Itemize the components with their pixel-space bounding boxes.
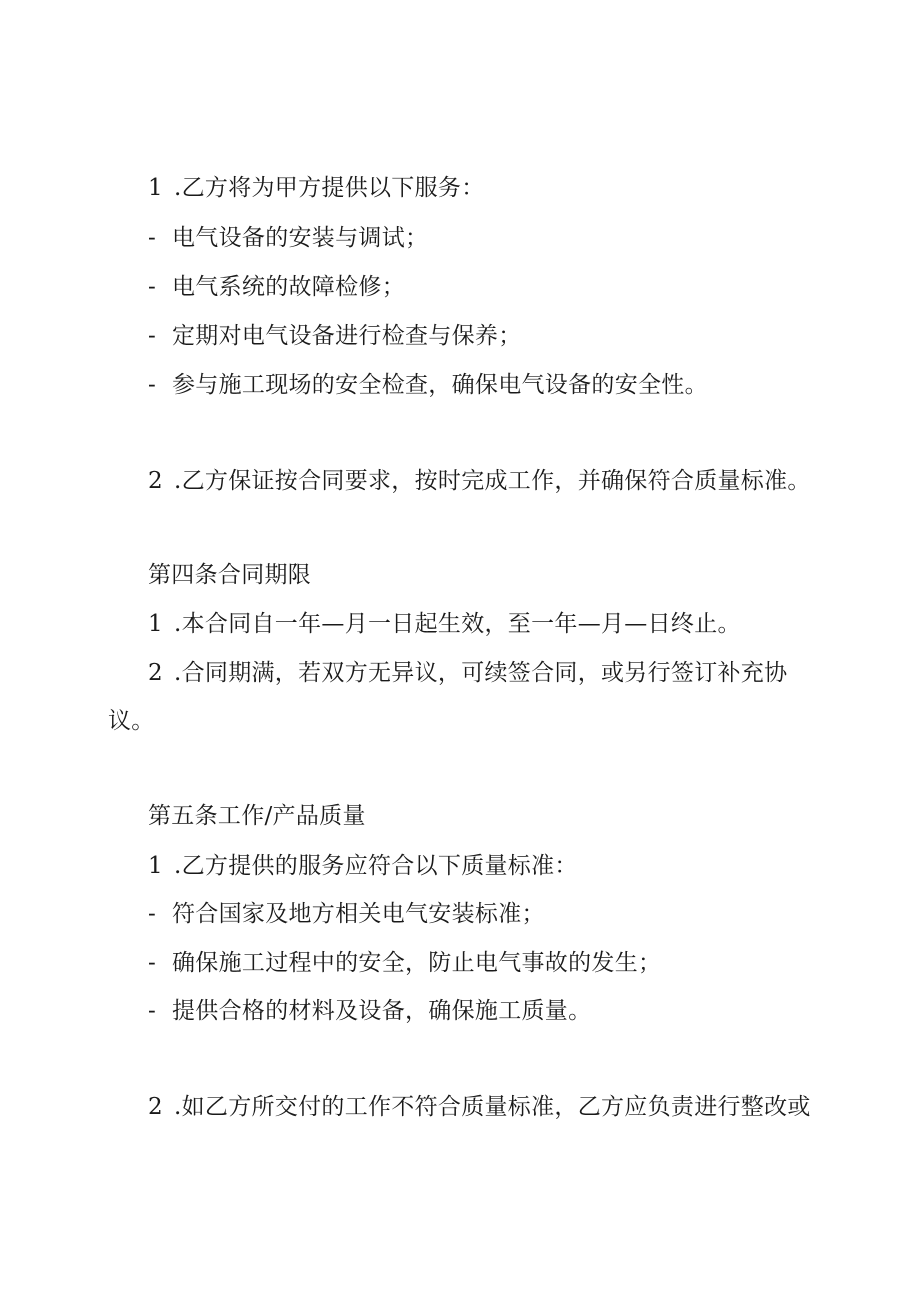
section-heading: 第四条合同期限 <box>148 562 312 588</box>
bullet-text: 电气系统的故障检修； <box>172 274 405 300</box>
list-item <box>148 321 522 351</box>
bullet-marker: - <box>148 372 157 398</box>
bullet-marker: - <box>148 274 157 300</box>
bullet-text: 确保施工过程中的安全，防止电气事故的发生； <box>172 950 662 976</box>
item-text: .乙方将为甲方提供以下服务： <box>174 175 485 201</box>
bullet-text: 参与施工现场的安全检查，确保电气设备的安全性。 <box>172 372 708 398</box>
item-number: 1 <box>148 853 163 879</box>
item-number: 2 <box>148 1094 163 1120</box>
bullet-marker: - <box>148 950 157 976</box>
quality-intro-line <box>148 851 578 881</box>
service-intro-line <box>148 173 485 203</box>
rectification-line <box>148 1092 811 1122</box>
item-text: .如乙方所交付的工作不符合质量标准，乙方应负责进行整改或 <box>174 1094 811 1120</box>
list-item <box>148 223 428 253</box>
bullet-text: 定期对电气设备进行检查与保养； <box>172 323 522 349</box>
quality-guarantee-line <box>148 466 811 496</box>
bullet-text: 提供合格的材料及设备，确保施工质量。 <box>172 998 592 1024</box>
item-number: 2 <box>148 660 163 686</box>
bullet-marker: - <box>148 901 157 927</box>
bullet-marker: - <box>148 323 157 349</box>
item-text: .乙方提供的服务应符合以下质量标准： <box>174 853 578 879</box>
bullet-marker: - <box>148 998 157 1024</box>
renewal-line-continued: 议。 <box>108 708 155 734</box>
item-text: .合同期满，若双方无异议，可续签合同，或另行签订补充协 <box>174 660 788 686</box>
list-item <box>148 899 545 929</box>
renewal-line <box>148 658 787 688</box>
bullet-text: 符合国家及地方相关电气安装标准； <box>172 901 545 927</box>
item-text: .本合同自一年—月一日起生效，至一年—月—日终止。 <box>174 611 741 637</box>
term-start-line <box>148 609 741 639</box>
bullet-text: 电气设备的安装与调试； <box>172 225 429 251</box>
list-item <box>148 948 661 978</box>
item-number: 1 <box>148 175 163 201</box>
list-item <box>148 370 708 400</box>
list-item <box>148 996 591 1026</box>
section-heading: 第五条工作/产品质量 <box>148 803 366 829</box>
bullet-marker: - <box>148 225 157 251</box>
item-number: 1 <box>148 611 163 637</box>
list-item <box>148 272 405 302</box>
item-number: 2 <box>148 468 163 494</box>
item-text: .乙方保证按合同要求，按时完成工作，并确保符合质量标准。 <box>174 468 811 494</box>
